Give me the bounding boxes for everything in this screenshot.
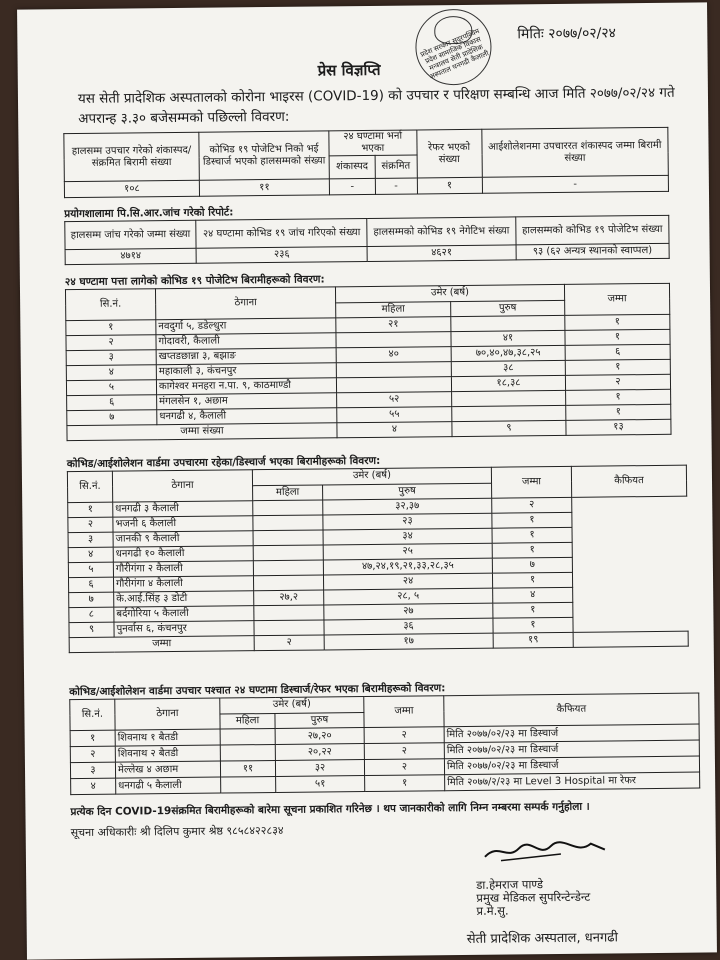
cell-female	[253, 545, 323, 561]
header-cell: उमेर (बर्ष)	[220, 697, 364, 714]
sum-cell: ४	[337, 422, 452, 438]
cell-female: ४०	[336, 347, 451, 363]
cell-male: ३२	[275, 760, 364, 777]
header-cell: हालसम्म उपचार गरेको शंकास्पद/संक्रमित बिरामी संख्या	[64, 132, 199, 181]
cell-female: २७,२	[254, 590, 324, 606]
header-cell: कोभिड १९ पोजेटिभ निको भई डिस्चार्ज भएको हालसम्मको संख्या	[199, 131, 329, 180]
header-cell: शंकास्पद	[329, 155, 375, 178]
cell-female	[336, 332, 451, 348]
cell-total: १	[492, 527, 572, 543]
header-cell: उमेर (बर्ष)	[335, 284, 564, 302]
cell-total: १	[492, 572, 572, 588]
cell-male: ४१	[451, 330, 565, 346]
header-cell: हालसम्मको कोभिड १९ पोजेटिभ संख्या	[515, 215, 669, 245]
cell-sn: ९	[69, 622, 114, 637]
header-cell: सि.नं.	[65, 289, 155, 321]
new-positive-caption: २४ घण्टामा पत्ता लागेको कोभिड १९ पोजेटिभ बिरामीहरूको विवरण:	[64, 273, 325, 289]
header-cell: कैफियत	[444, 693, 699, 727]
header-cell: उमेर (बर्ष)	[252, 467, 491, 485]
cell-addr: गौरीगंगा २ कैलाली	[113, 561, 253, 577]
footer-note: प्रत्येक दिन COVID-19संक्रमित बिरामीहरूको बारेमा सूचना प्रकाशित गरिनेछ । थप जानकारीको लागि निम्न नम्बरमा सम्पर्क गर्नुहोला ।	[70, 800, 590, 819]
table-cell: २३६	[196, 246, 367, 263]
cell-addr: धनगढी ५ कैलाली	[116, 777, 221, 794]
contact-info: सूचना अधिकारीः श्री दिलिप कुमार श्रेष्ठ ९८५८४२२८३४	[70, 823, 284, 840]
cell-total: २	[364, 743, 444, 760]
cell-addr: गोदावरी, कैलाली	[156, 333, 336, 350]
table-cell: ४६२१	[367, 245, 516, 262]
signer-title: प्रमुख मेडिकल सुपरिन्टेन्डेन्ट	[476, 889, 591, 905]
sum-cell: १७	[324, 633, 493, 650]
signature-icon	[481, 835, 611, 866]
cell-addr: धनगढी १० कैलाली	[113, 546, 253, 562]
cell-total: १	[565, 359, 670, 375]
cell-addr: गौरीगंगा ४ कैलाली	[113, 576, 253, 592]
cell-male: २८, ५	[324, 588, 493, 605]
cell-total: १	[365, 775, 445, 792]
cell-female	[253, 530, 323, 546]
cell-total: १	[493, 602, 573, 618]
sum-cell: ९	[452, 420, 566, 436]
header-cell: जम्मा	[364, 696, 444, 728]
table-cell: १	[417, 177, 482, 194]
cell-total: १	[565, 329, 670, 345]
cell-total: १	[566, 404, 671, 420]
cell-addr: कागेश्वर मनहरा न.पा. ९, काठमाण्डौ	[156, 378, 336, 395]
cell-addr: के.आई.सिंह ३ डोटी	[114, 591, 254, 607]
cell-male: २७,२०	[275, 728, 364, 745]
cell-female: ११	[220, 760, 275, 777]
header-cell: ठेगाना	[155, 287, 335, 320]
cell-addr: पुनर्वास ६, कंचनपुर	[114, 621, 254, 637]
table-cell: ११	[199, 179, 329, 196]
header-cell: पुरुष	[275, 712, 364, 728]
ward-patients-caption: कोभिड/आईशोलेशन वार्डमा उपचारमा रहेका/डिस्चार्ज भएका बिरामीहरूको विवरण:	[66, 454, 381, 471]
cell-sn: ३	[68, 532, 113, 547]
table-cell: १०८	[64, 180, 199, 197]
cell-female	[253, 575, 323, 591]
cell-total: ७	[492, 557, 572, 573]
cell-total: १	[566, 389, 671, 405]
cell-female	[253, 515, 323, 531]
cell-remark: मिति २०७७/०२/२३ मा डिस्चार्ज	[444, 724, 699, 743]
cell-total: ४	[493, 587, 573, 603]
cell-addr: शिवनाथ २ बैतडी	[115, 745, 220, 762]
press-release-page	[17, 2, 717, 959]
cell-sn: ३	[66, 350, 156, 366]
cell-total: १	[492, 542, 572, 558]
cell-female	[220, 728, 275, 745]
header-cell: २४ घण्टामा कोभिड १९ जांच गरिएको संख्या	[196, 218, 367, 248]
cell-total: २	[492, 497, 572, 513]
cell-sn: ५	[66, 380, 156, 396]
cell-male	[452, 390, 566, 406]
cell-addr: बर्दगोरिया ५ कैलाली	[114, 606, 254, 622]
header-cell: पुरुष	[451, 300, 565, 317]
sum-label: जम्मा संख्या	[67, 423, 337, 441]
government-seal	[415, 9, 492, 86]
signer-name: डा.हेमराज पाण्डे	[476, 877, 544, 892]
cell-female	[221, 776, 276, 793]
cell-addr: भजनी ६ कैलाली	[113, 516, 253, 532]
cell-female	[253, 560, 323, 576]
table-cell: ४७१४	[65, 248, 196, 264]
cell-sn: १	[66, 320, 156, 336]
cell-male	[452, 405, 566, 421]
cell-male: ७०,४०,४७,३८,२५	[451, 345, 565, 361]
sum-cell: १३	[566, 419, 671, 435]
header-cell: सि.नं.	[67, 471, 112, 502]
cell-sn: २	[66, 335, 156, 351]
table-cell: -	[329, 178, 375, 194]
header-cell: हालसम्मको कोभिड १९ नेगेटिभ संख्या	[367, 217, 516, 247]
cell-female: ५२	[337, 392, 452, 408]
cell-female	[220, 744, 275, 761]
cell-sn: ७	[69, 592, 114, 607]
table-cell: -	[482, 175, 669, 193]
cell-total: १	[493, 617, 573, 633]
header-cell: महिला	[220, 713, 275, 729]
header-cell: जम्मा	[491, 466, 571, 498]
cell-sn: १	[68, 502, 113, 517]
sum-cell: १९	[493, 632, 573, 648]
cell-sn: ६	[68, 577, 113, 592]
cell-addr: महाकाली ३, कंचनपुर	[156, 363, 336, 380]
table-cell: -	[375, 178, 417, 194]
cell-sn: ४	[68, 547, 113, 562]
cell-female: ५५	[337, 407, 452, 423]
discharge-table	[69, 693, 700, 796]
header-cell: संक्रमित	[375, 155, 417, 178]
summary-table	[63, 127, 669, 198]
header-cell: महिला	[253, 484, 323, 500]
cell-sn: ५	[68, 562, 113, 577]
cell-total: २	[565, 374, 670, 390]
cell-remark: मिति २०७७/०२/२३ मा डिस्चार्ज	[444, 756, 699, 775]
sum-label: जम्मा	[69, 636, 254, 653]
cell-female	[253, 500, 323, 516]
cell-sn: ४	[71, 778, 116, 794]
cell-male: २४	[323, 573, 492, 590]
cell-male: २५	[323, 543, 492, 560]
cell-male: २७	[324, 603, 493, 620]
cell-total: १	[565, 314, 670, 330]
header-cell: २४ घण्टामा भर्ना भएका	[329, 130, 417, 156]
header-cell: जम्मा	[564, 283, 669, 315]
cell-total: २	[364, 727, 444, 744]
cell-male: ३२,३७	[323, 498, 492, 515]
discharge-caption: कोभिड/आईशोलेशन वार्डमा उपचार पश्चात २४ घण्टामा डिस्चार्ज/रेफर भएका बिरामीहरूको विवरण:	[69, 682, 446, 699]
cell-total: १	[492, 512, 572, 528]
header-cell: महिला	[336, 301, 451, 318]
cell-male: ४७,२४,१९,२१,३३,२८,३५	[323, 558, 492, 575]
header-cell: पुरुष	[323, 483, 492, 500]
cell-male	[451, 315, 565, 331]
table-cell: ९३ (६२ अन्यत्र स्थानको स्वाप्पल)	[516, 243, 669, 260]
cell-remark: मिति २०७७/२/२३ मा Level 3 Hospital मा रेफर	[445, 772, 700, 791]
page-title: प्रेस विज्ञप्ति	[317, 60, 381, 80]
cell-addr: शिवनाथ १ बैतडी	[115, 729, 220, 746]
cell-female	[336, 362, 451, 378]
seal-text: प्रदेश सरकार सुदूरपश्चिम प्रदेश सामाजिक विकास मन्त्रालय सेती प्रादेशिक अस्पताल धनगढी कैलाली	[419, 27, 490, 82]
hospital-name: सेती प्रादेशिक अस्पताल, धनगढी	[466, 930, 619, 947]
cell-addr: जानकी ९ कैलाली	[113, 531, 253, 547]
cell-sn: ८	[69, 607, 114, 622]
new-positive-table	[65, 283, 672, 441]
cell-male: १८,३८	[451, 375, 565, 391]
cell-addr: धनगढी ३ कैलाली	[113, 501, 253, 517]
cell-addr: मंगलसेन १, अछाम	[157, 393, 337, 410]
cell-male: ५१	[276, 776, 365, 793]
cell-female	[254, 620, 324, 636]
header-cell: कैफियत	[571, 465, 686, 497]
cell-male: ३८	[451, 360, 565, 376]
cell-sn: २	[68, 517, 113, 532]
release-date: मितिः २०७७/०२/२४	[517, 25, 616, 43]
sum-cell	[573, 631, 688, 647]
header-cell: हालसम्म जांच गरेको जम्मा संख्या	[65, 220, 196, 249]
lab-report-table	[64, 215, 669, 265]
cell-male: ३४	[323, 528, 492, 545]
header-cell: ठेगाना	[112, 470, 252, 502]
cell-female	[336, 377, 451, 393]
cell-addr: खप्तडछान्ना ३, बझाङ	[156, 348, 336, 365]
cell-sn: १	[70, 730, 115, 746]
cell-addr: नवदुर्गा ५, डडेल्धुरा	[156, 318, 336, 335]
cell-addr: धनगढी ४, कैलाली	[157, 408, 337, 425]
header-cell: आईशोलेशनमा उपचाररत शंकास्पद जम्मा बिरामी संख्या	[481, 127, 668, 177]
cell-total: २	[364, 759, 444, 776]
cell-female: २१	[336, 317, 451, 333]
cell-sn: ४	[66, 365, 156, 381]
cell-male: ३६	[324, 618, 493, 635]
cell-addr: मेल्लेख ४ अछाम	[115, 761, 220, 778]
cell-sn: ७	[67, 410, 157, 426]
cell-male: २०,२२	[275, 744, 364, 761]
header-cell: सि.नं.	[70, 699, 115, 730]
cell-sn: ३	[70, 762, 115, 778]
ward-patients-table	[67, 465, 689, 653]
signer-block	[476, 878, 590, 918]
header-cell: रेफर भएको संख्या	[416, 129, 481, 178]
intro-paragraph: यस सेती प्रादेशिक अस्पतालको कोरोना भाइरस (COVID-19) को उपचार र परिक्षण सम्बन्धि आज मिति २०७७/०२/२४ गते अपरान्ह ३.३० बजेसम्मको पछिल्लो विवरण:	[77, 84, 675, 128]
cell-male: २३	[323, 513, 492, 530]
lab-report-caption: प्रयोगशालामा पि.सि.आर.जांच गरेको रिपोर्ट:	[64, 206, 234, 221]
cell-female	[254, 605, 324, 621]
cell-sn: ६	[67, 395, 157, 411]
cell-remark: मिति २०७७/०२/२३ मा डिस्चार्ज	[444, 740, 699, 759]
cell-sn: २	[70, 746, 115, 762]
signer-abbrev: प्र.मे.सु.	[476, 903, 509, 918]
cell-total: ६	[565, 344, 670, 360]
header-cell: ठेगाना	[115, 698, 220, 730]
sum-cell: २	[254, 635, 324, 651]
